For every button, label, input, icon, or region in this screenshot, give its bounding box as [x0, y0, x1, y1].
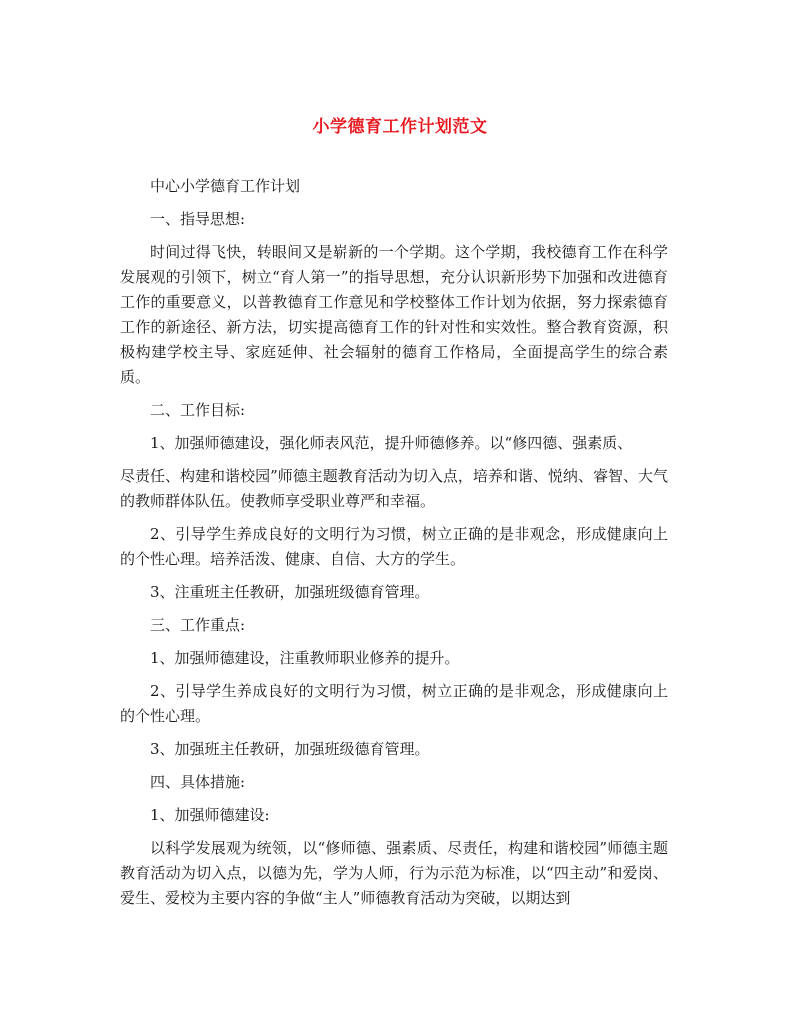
- paragraph-teacher-ethics: 以科学发展观为统领，以“修师德、强素质、尽责任，构建和谐校园”师德主题教育活动为切入点，以德为先，学为人师，行为示范为标准，以“四主动”和爱岗、爱生、爱校为主要内容的争做“主人”师德教育活动为突破，以期达到: [120, 839, 668, 907]
- paragraph-guiding-thought: 时间过得飞快，转眼间又是崭新的一个学期。这个学期，我校德育工作在科学发展观的引领下，树立“育人第一”的指导思想，充分认识新形势下加强和改进德育工作的重要意义，以普教德育工作意见和学校整体工作计划为依据，努力探索德育工作的新途径、新方法，切实提高德育工作的针对性和实效性。整合教育资源，积极构建学校主导、家庭延伸、社会辐射的德育工作格局，全面提高学生的综合素质。: [120, 243, 668, 386]
- paragraph-goal-2: 2、引导学生养成良好的文明行为习惯，树立正确的是非观念，形成健康向上的个性心理。培养活泼、健康、自信、大方的学生。: [120, 525, 668, 568]
- section-heading-guiding-thought: 一、指导思想:: [150, 210, 246, 228]
- paragraph-focus-2: 2、引导学生养成良好的文明行为习惯，树立正确的是非观念，形成健康向上的个性心理。: [120, 682, 668, 725]
- paragraph-heading-plan: 中心小学德育工作计划: [150, 177, 301, 195]
- section-heading-measures: 四、具体措施:: [150, 773, 246, 791]
- section-heading-work-focus: 三、工作重点:: [150, 616, 246, 634]
- subsection-heading-teacher-ethics: 1、加强师德建设:: [150, 806, 270, 824]
- paragraph-goal-3: 3、注重班主任教研，加强班级德育管理。: [150, 583, 430, 601]
- paragraph-focus-3: 3、加强班主任教研，加强班级德育管理。: [150, 740, 430, 758]
- paragraph-goal-1b: 尽责任、构建和谐校园”师德主题教育活动为切入点，培养和谐、悦纳、睿智、大气的教师群体队伍。使教师享受职业尊严和幸福。: [120, 467, 668, 510]
- paragraph-goal-1a: 1、加强师德建设，强化师表风范，提升师德修养。以“修四德、强素质、: [150, 434, 633, 452]
- section-heading-work-goals: 二、工作目标:: [150, 401, 246, 419]
- document-body: [120, 174, 668, 919]
- paragraph-focus-1: 1、加强师德建设，注重教师职业修养的提升。: [150, 649, 460, 667]
- document-title: 小学德育工作计划范文: [312, 117, 488, 137]
